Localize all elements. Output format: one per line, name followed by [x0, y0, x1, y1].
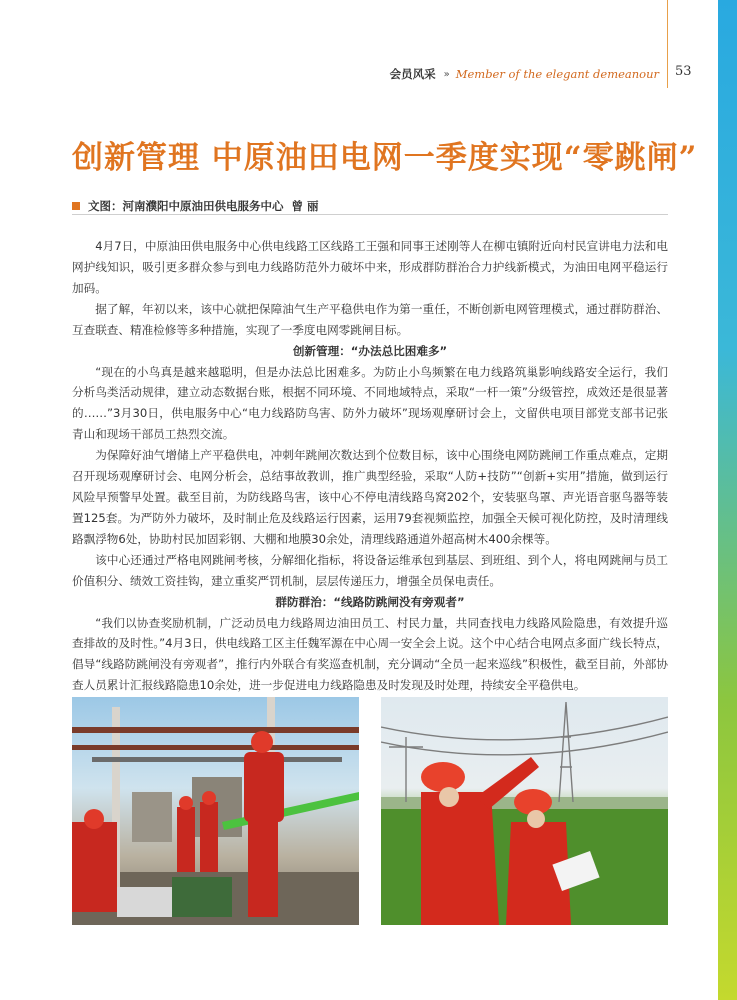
subheading: 群防群治：“线路防跳闸没有旁观者”: [275, 594, 465, 609]
article-body: [72, 236, 668, 696]
paragraph: 为保障好油气增储上产平稳供电，冲刺年跳闸次数达到个位数目标，该中心围绕电网防跳闸工作重点难点，定期召开现场观摩研讨会、电网分析会，总结事故教训，推广典型经验，采取“人防+技防”“创新+实用”措施，做到运行风险早预警早处置。截至目前，为防线路鸟害，该中心不停电清线路鸟窝202个，安装驱鸟罩、声光语音驱鸟器等装置125套。为严防外力破坏，及时制止危及线路运行因素，运用79套视频监控，加强全天候可视化防控，及时清理线路飘浮物6处，协助村民加固彩钢、大棚和地膜30余处，清理线路通道外超高树木400余棵等。: [72, 448, 668, 546]
header-divider-line: [667, 0, 668, 88]
title-divider: [72, 214, 668, 215]
paragraph: 该中心还通过严格电网跳闸考核，分解细化指标，将设备运维承包到基层、到班组、到个人，将电网跳闸与员工价值积分、绩效工资挂钩，建立重奖严罚机制，层层传递压力，增强全员保电责任。: [72, 552, 668, 588]
byline-author: 曾 丽: [291, 199, 319, 213]
paragraph: 4月7日，中原油田供电服务中心供电线路工区线路工王强和同事王述刚等人在柳屯镇附近向村民宣讲电力法和电网护线知识，吸引更多群众参与到电力线路防范外力破坏中来，形成群防群治合力护线新模式，为油田电网平稳运行加码。: [72, 239, 668, 295]
subheading: 创新管理：“办法总比困难多”: [292, 343, 448, 358]
double-chevron-icon: »: [443, 68, 448, 80]
running-header: [390, 66, 659, 82]
color-side-bar: [718, 0, 737, 1000]
byline-label: 文图：河南濮阳中原油田供电服务中心: [88, 199, 284, 213]
section-name-english: Member of the elegant demeanour: [455, 67, 659, 81]
article-title: 创新管理 中原油田电网一季度实现“零跳闸”: [72, 140, 698, 176]
photo-field-patrol: [381, 697, 668, 925]
byline: [72, 198, 319, 214]
photo-substation-workers: [72, 697, 359, 925]
paragraph: 据了解，年初以来，该中心就把保障油气生产平稳供电作为第一重任，不断创新电网管理模式，通过群防群治、互查联查、精准检修等多种措施，实现了一季度电网零跳闸目标。: [72, 301, 668, 337]
page-number: 53: [675, 64, 692, 79]
section-name: 会员风采: [389, 67, 436, 81]
byline-square-icon: [72, 202, 80, 210]
paragraph: “现在的小鸟真是越来越聪明，但是办法总比困难多。为防止小鸟频繁在电力线路筑巢影响线路安全运行，我们分析鸟类活动规律，建立动态数据台账，根据不同环境、不同地域特点，采取“一杆一策”分级管控，成效还是很显著的……”3月30日，供电服务中心“电力线路防鸟害、防外力破坏”现场观摩研讨会上，文留供电项目部党支部书记张青山和现场干部员工热烈交流。: [72, 364, 668, 442]
paragraph: “我们以协查奖励机制，广泛动员电力线路周边油田员工、村民力量，共同查找电力线路风险隐患，有效提升巡查排故的及时性。”4月3日，供电线路工区主任魏军源在中心周一安全会上说。这个中心结合电网点多面广线长特点，倡导“线路防跳闸没有旁观者”，推行内外联合有奖巡查机制，充分调动“全员一起来巡线”积极性，截至目前，外部协查人员累计汇报线路隐患10余处，进一步促进电力线路隐患及时发现及时处理，持续安全平稳供电。: [72, 615, 668, 693]
